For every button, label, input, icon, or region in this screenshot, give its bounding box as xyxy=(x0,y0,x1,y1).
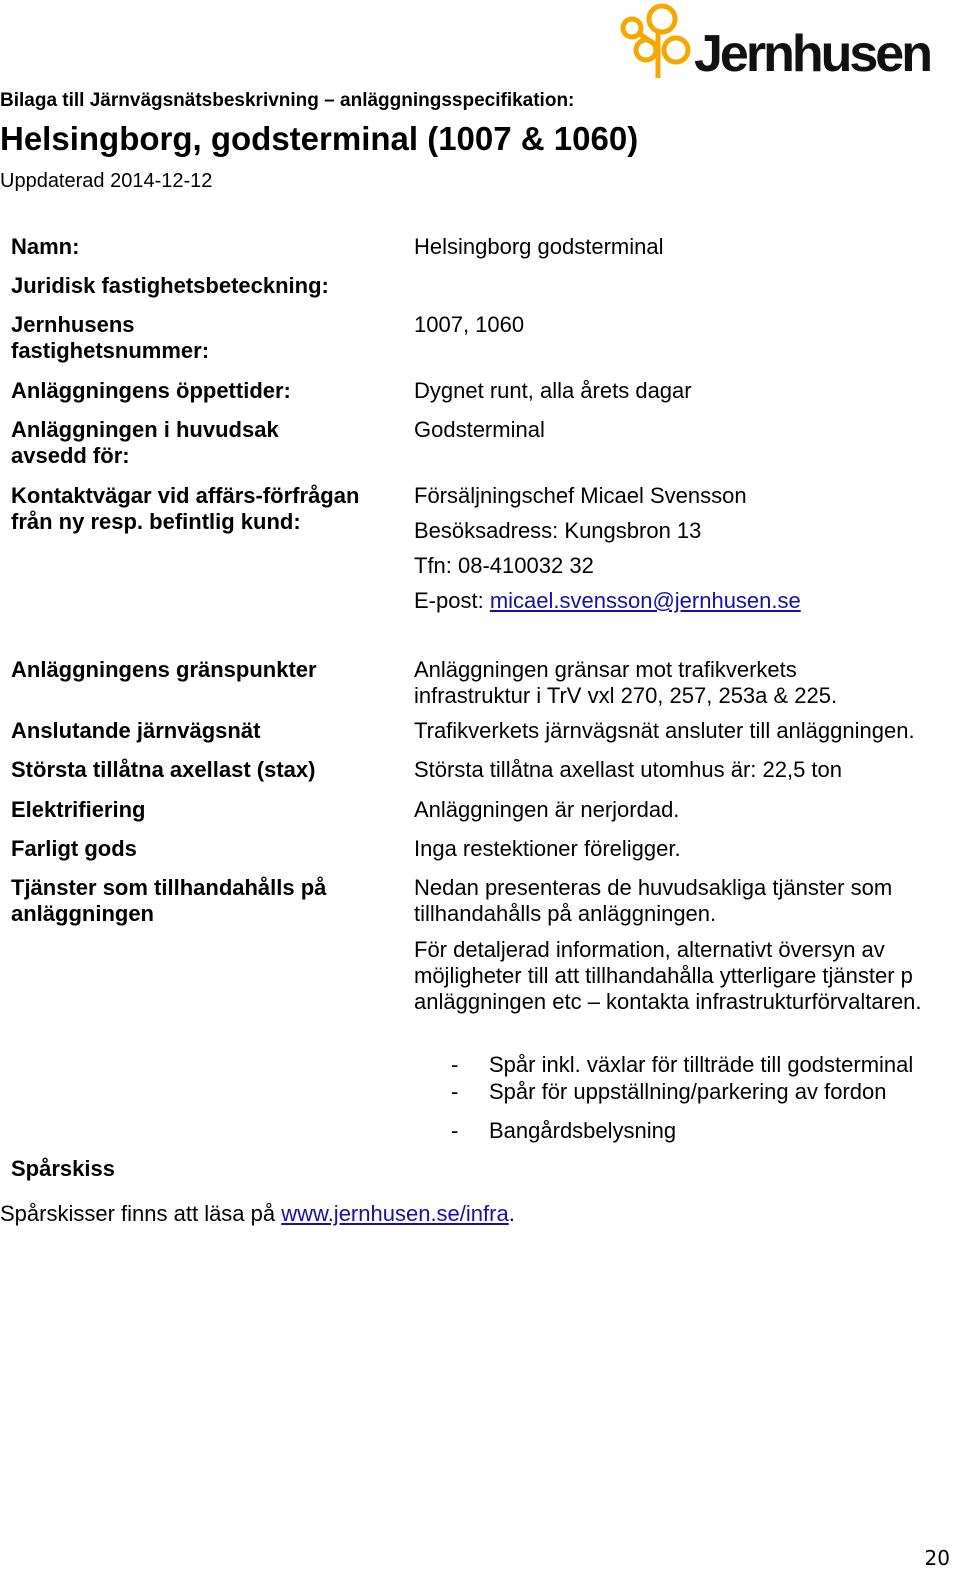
dangerous-goods-value: Inga restektioner föreligger. xyxy=(414,836,681,861)
track-text-prefix: Spårskisser finns att läsa på xyxy=(0,1201,282,1226)
name-label: Namn: xyxy=(11,234,80,259)
email-link[interactable]: micael.svensson@jernhusen.se xyxy=(489,588,801,613)
document-title: Helsingborg, godsterminal (1007 & 1060) xyxy=(0,120,639,157)
track-text-suffix: . xyxy=(508,1201,515,1226)
email-prefix: E-post: xyxy=(414,588,490,613)
connecting-network-label: Anslutande järnvägsnät xyxy=(11,718,261,743)
axle-load-label: Största tillåtna axellast (stax) xyxy=(11,757,316,782)
electrification-label: Elektrifiering xyxy=(11,797,146,822)
contact-email-line xyxy=(414,588,954,614)
service-item: Spår inkl. växlar för tillträde till godsterminal xyxy=(489,1052,914,1077)
property-number-value: 1007, 1060 xyxy=(414,312,525,337)
border-points-label: Anläggningens gränspunkter xyxy=(11,657,317,682)
property-number-label: Jernhusens fastighetsnummer: xyxy=(11,312,210,363)
service-item: Bangårdsbelysning xyxy=(489,1118,677,1143)
bullet-dash: - xyxy=(451,1118,459,1143)
updated-date: Uppdaterad 2014-12-12 xyxy=(0,170,213,192)
services-label: Tjänster som tillhandahålls på anläggningen xyxy=(11,875,327,926)
purpose-label: Anläggningen i huvudsak avsedd för: xyxy=(11,417,279,468)
bullet-dash: - xyxy=(451,1079,459,1104)
legal-designation-label: Juridisk fastighetsbeteckning: xyxy=(11,273,329,298)
border-points-value: Anläggningen gränsar mot trafikverkets infrastruktur i TrV vxl 270, 257, 253a & 225. xyxy=(414,657,838,708)
axle-load-value: Största tillåtna axellast utomhus är: 22,5 ton xyxy=(414,757,843,782)
bullet-dash: - xyxy=(451,1052,459,1077)
track-sketch-text xyxy=(0,1201,515,1227)
contact-address: Besöksadress: Kungsbron 13 xyxy=(414,518,702,543)
dangerous-goods-label: Farligt gods xyxy=(11,836,137,861)
opening-hours-value: Dygnet runt, alla årets dagar xyxy=(414,378,692,403)
infra-link[interactable]: www.jernhusen.se/infra xyxy=(281,1201,509,1226)
connecting-network-value: Trafikverkets järnvägsnät ansluter till anläggningen. xyxy=(414,718,915,743)
services-intro: Nedan presenteras de huvudsakliga tjänster som tillhandahålls på anläggningen. xyxy=(414,875,893,926)
services-detail: För detaljerad information, alternativt översyn av möjligheter till att tillhandahålla ytterligare tjänster p anläggningen etc – kontakta infrastrukturförvaltaren. xyxy=(414,937,922,1014)
page-number: 20 xyxy=(924,1546,950,1570)
document-subtitle: Bilaga till Järnvägsnätsbeskrivning – anläggningsspecifikation: xyxy=(0,90,575,111)
contact-person: Försäljningschef Micael Svensson xyxy=(414,483,747,508)
opening-hours-label: Anläggningens öppettider: xyxy=(11,378,291,403)
contact-phone: Tfn: 08-410032 32 xyxy=(414,553,594,578)
name-value: Helsingborg godsterminal xyxy=(414,234,664,259)
contact-label: Kontaktvägar vid affärs-förfrågan från ny resp. befintlig kund: xyxy=(11,483,360,534)
track-sketch-label: Spårskiss xyxy=(11,1156,115,1181)
electrification-value: Anläggningen är nerjordad. xyxy=(414,797,680,822)
purpose-value: Godsterminal xyxy=(414,417,545,442)
logo-wordmark: Jernhusen xyxy=(694,25,930,83)
service-item: Spår för uppställning/parkering av fordon xyxy=(489,1079,887,1104)
